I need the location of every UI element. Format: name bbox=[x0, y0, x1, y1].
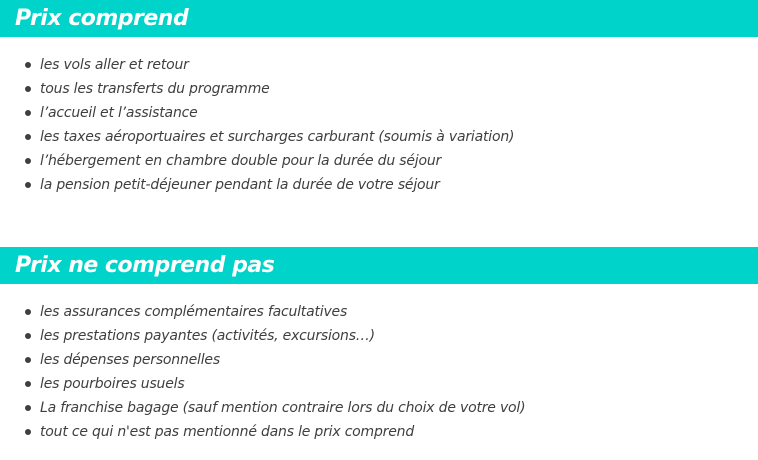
bullet-icon bbox=[25, 381, 31, 387]
list-item: tout ce qui n'est pas mentionné dans le prix comprend bbox=[0, 420, 758, 444]
section-title: Prix comprend bbox=[15, 6, 189, 31]
list-item: l’accueil et l’assistance bbox=[0, 101, 758, 125]
list-item: les vols aller et retour bbox=[0, 53, 758, 77]
bullet-icon bbox=[25, 357, 31, 363]
list-item: l’hébergement en chambre double pour la durée du séjour bbox=[0, 149, 758, 173]
bullet-icon bbox=[25, 182, 31, 188]
section-title: Prix ne comprend pas bbox=[15, 253, 275, 278]
bullet-icon bbox=[25, 333, 31, 339]
excludes-list bbox=[0, 300, 758, 444]
price-excludes-section bbox=[0, 247, 758, 444]
includes-list bbox=[0, 53, 758, 197]
price-includes-section bbox=[0, 0, 758, 197]
section-header bbox=[0, 0, 758, 37]
bullet-icon bbox=[25, 134, 31, 140]
bullet-icon bbox=[25, 62, 31, 68]
bullet-icon bbox=[25, 429, 31, 435]
bullet-icon bbox=[25, 110, 31, 116]
list-item: les dépenses personnelles bbox=[0, 348, 758, 372]
bullet-icon bbox=[25, 405, 31, 411]
bullet-icon bbox=[25, 86, 31, 92]
list-item: les prestations payantes (activités, excursions…) bbox=[0, 324, 758, 348]
section-header bbox=[0, 247, 758, 284]
list-item: tous les transferts du programme bbox=[0, 77, 758, 101]
bullet-icon bbox=[25, 309, 31, 315]
list-item: les pourboires usuels bbox=[0, 372, 758, 396]
bullet-icon bbox=[25, 158, 31, 164]
list-item: la pension petit-déjeuner pendant la durée de votre séjour bbox=[0, 173, 758, 197]
list-item: les assurances complémentaires facultatives bbox=[0, 300, 758, 324]
list-item: La franchise bagage (sauf mention contraire lors du choix de votre vol) bbox=[0, 396, 758, 420]
list-item: les taxes aéroportuaires et surcharges carburant (soumis à variation) bbox=[0, 125, 758, 149]
